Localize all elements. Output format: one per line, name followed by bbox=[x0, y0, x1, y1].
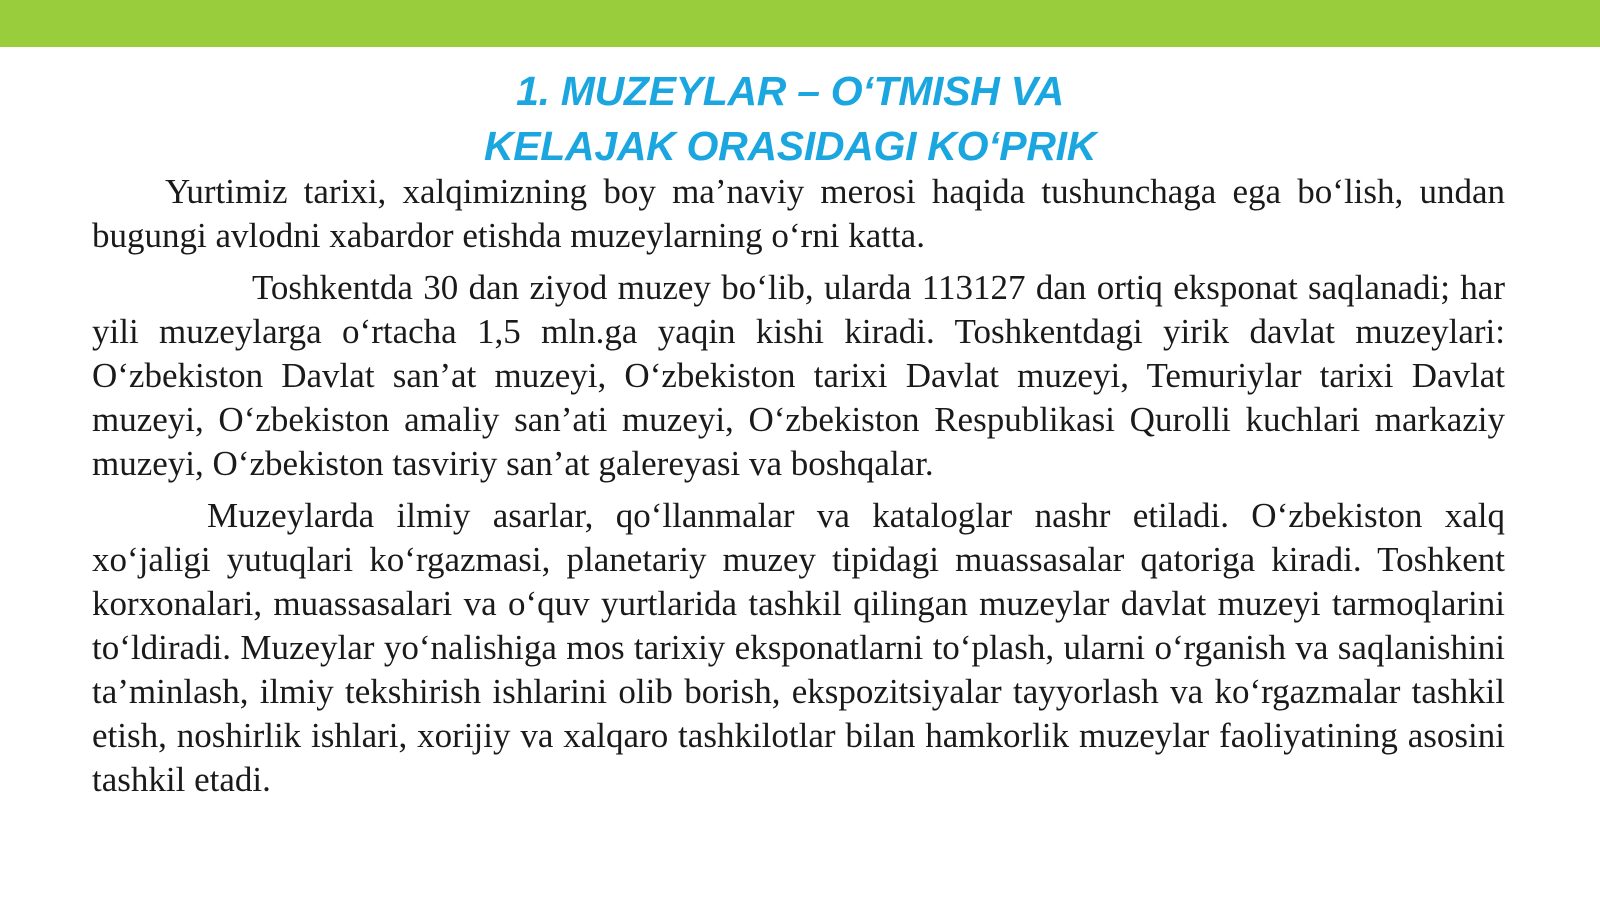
paragraph-intro: Yurtimiz tarixi, xalqimizning boy ma’naviy merosi haqida tushunchaga ega bo‘lish, undan bugungi avlodni xabardor etishda muzeylarning o‘rni katta. bbox=[92, 172, 1505, 255]
top-accent-bar bbox=[0, 0, 1600, 47]
paragraph-tashkent-museums: Toshkentda 30 dan ziyod muzey bo‘lib, ularda 113127 dan ortiq eksponat saqlanadi; har yili muzeylarga o‘rtacha 1,5 mln.ga yaqin kishi kiradi. Toshkentdagi yirik davlat muzeylari: O‘zbekiston Davlat san’at muzeyi, O‘zbekiston tarixi Davlat muzeyi, Temuriylar tarixi Davlat muzeyi, O‘zbekiston amaliy san’ati muzeyi, O‘zbekiston Respublikasi Qurolli kuchlari markaziy muzeyi, O‘zbekiston tasviriy san’at galereyasi va boshqalar. bbox=[92, 268, 1505, 483]
title-line-2: KELAJAK ORASIDAGI KO‘PRIK bbox=[483, 123, 1097, 169]
slide-title bbox=[0, 64, 1580, 174]
title-line-1: 1. MUZEYLAR – O‘TMISH VA bbox=[516, 68, 1064, 114]
body-text bbox=[92, 170, 1505, 810]
paragraph-museum-activities: Muzeylarda ilmiy asarlar, qo‘llanmalar va kataloglar nashr etiladi. O‘zbekiston xalq xo‘jaligi yutuqlari ko‘rgazmasi, planetariy muzey tipidagi muassasalar qatoriga kiradi. Toshkent korxonalari, muassasalari va o‘quv yurtlarida tashkil qilingan muzeylar davlat muzeyi tarmoqlarini to‘ldiradi. Muzeylar yo‘nalishiga mos tarixiy eksponatlarni to‘plash, ularni o‘rganish va saqlanishini ta’minlash, ilmiy tekshirish ishlarini olib borish, ekspozitsiyalar tayyorlash va ko‘rgazmalar tashkil etish, noshirlik ishlari, xorijiy va xalqaro tashkilotlar bilan hamkorlik muzeylar faoliyatining asosini tashkil etadi. bbox=[92, 496, 1505, 799]
